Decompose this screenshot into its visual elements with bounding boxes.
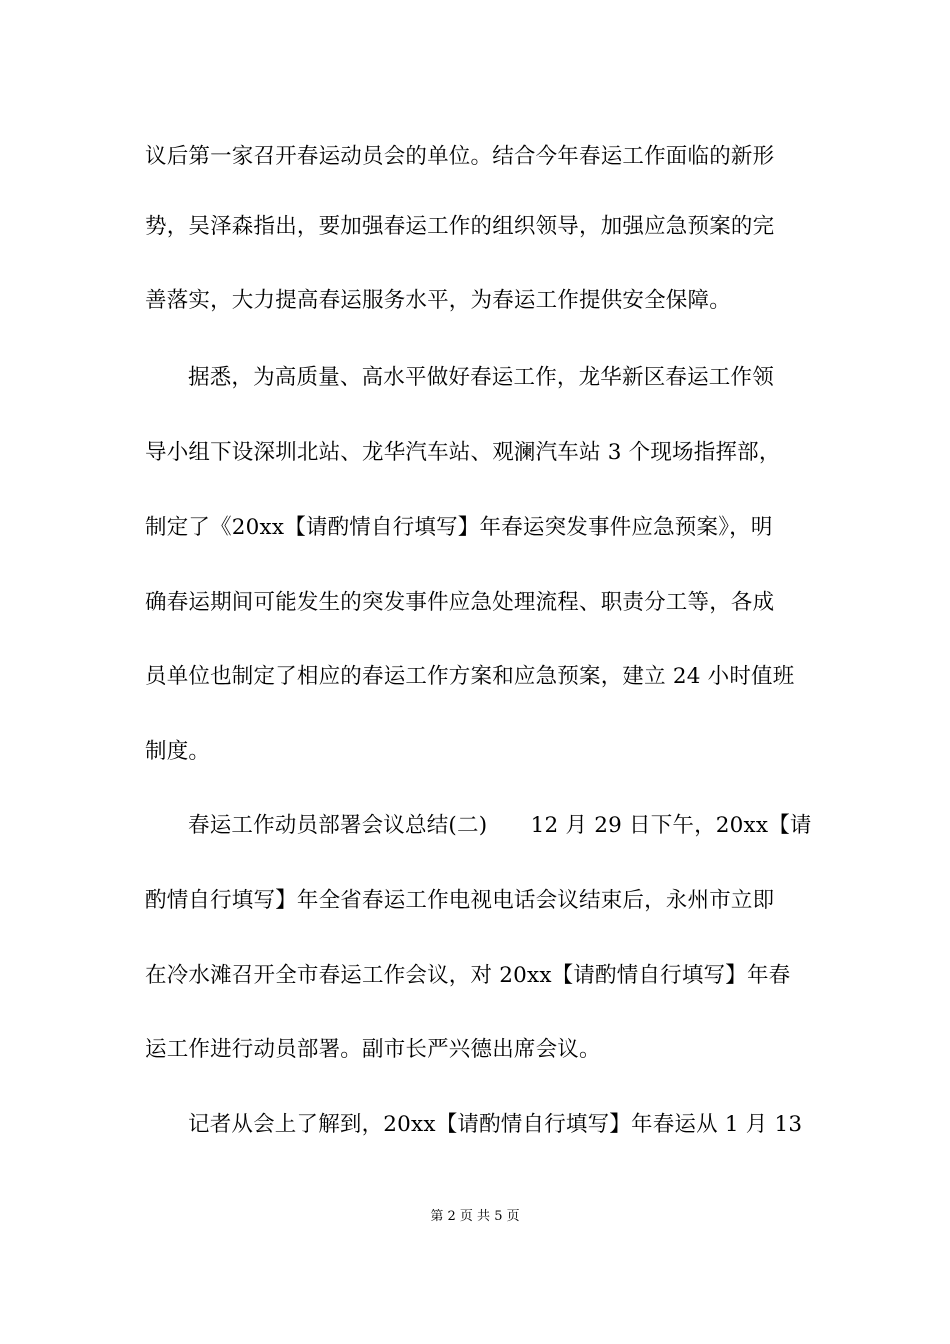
text-line-11: 酌情自行填写】年全省春运工作电视电话会议结束后，永州市立即 <box>145 888 775 913</box>
text-line-1: 议后第一家召开春运动员会的单位。结合今年春运工作面临的新形 <box>145 144 775 169</box>
text-line-7: 确春运期间可能发生的突发事件应急处理流程、职责分工等，各成 <box>145 590 775 615</box>
text-line-12: 在冷水滩召开全市春运工作会议，对 20xx【请酌情自行填写】年春 <box>145 963 791 988</box>
page-number-label: 第 2 页 共 5 页 <box>430 1209 520 1224</box>
text-line-2: 势，吴泽森指出，要加强春运工作的组织领导，加强应急预案的完 <box>145 214 775 239</box>
text-line-6: 制定了《20xx【请酌情自行填写】年春运突发事件应急预案》，明 <box>145 515 773 540</box>
page-footer <box>0 1208 950 1226</box>
text-line-14: 记者从会上了解到，20xx【请酌情自行填写】年春运从 1 月 13 <box>188 1112 803 1137</box>
text-line-10: 春运工作动员部署会议总结(二) 12 月 29 日下午，20xx【请 <box>188 813 812 838</box>
text-line-4: 据悉，为高质量、高水平做好春运工作，龙华新区春运工作领 <box>188 365 774 390</box>
text-line-9: 制度。 <box>145 739 211 764</box>
text-line-5: 导小组下设深圳北站、龙华汽车站、观澜汽车站 3 个现场指挥部， <box>145 440 781 465</box>
text-line-8: 员单位也制定了相应的春运工作方案和应急预案，建立 24 小时值班 <box>145 664 795 689</box>
text-line-13: 运工作进行动员部署。副市长严兴德出席会议。 <box>145 1037 601 1062</box>
text-line-3: 善落实，大力提高春运服务水平，为春运工作提供安全保障。 <box>145 288 731 313</box>
